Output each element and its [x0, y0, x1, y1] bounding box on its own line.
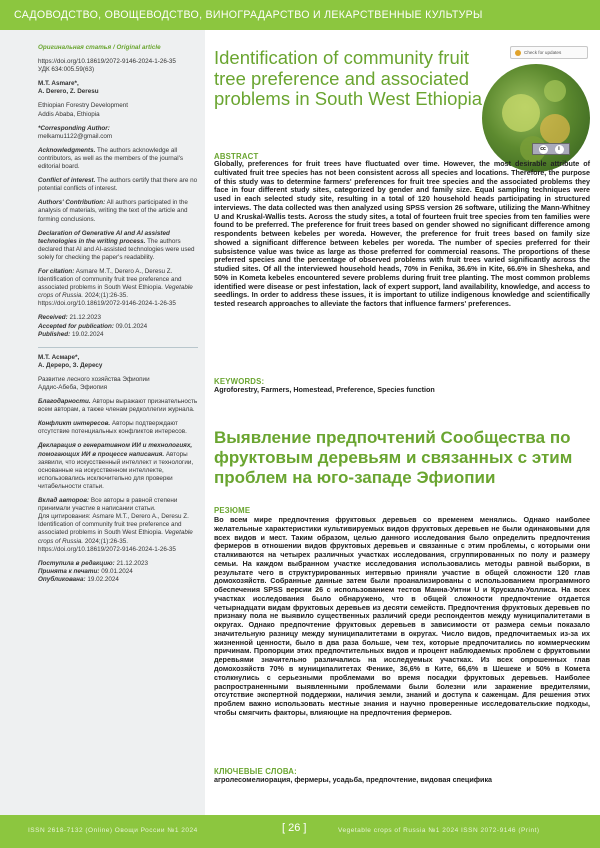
- received-ru: Поступила в редакцию: 21.12.2023: [38, 559, 148, 567]
- keywords-heading-en: KEYWORDS:: [214, 377, 265, 386]
- summary-text-ru: Во всем мире предпочтения фруктовых деревьев со временем менялись. Однако наиболее желательные характеристики культивируемых видов фруктовых деревьев не были одинаковыми для всех видов и мест. Таким образом, целью данного исследования было определить предпочтения фермеров в отношении видов фруктовых деревьев и связанные с этим проблемы, с которыми они сталкиваются на четырех различных участках исследования, сгруппированных по полу и размеру семьи. На каждом выбранном участке исследования использовались методы равной выборки, в результате чего в структурированных интервью приняли участие в общей сложности 120 глав домохозяйств. Собранные данные затем были проанализированы с использованием программного обеспечения SPSS версии 26 с использованием тестов Манна-Уитни U и Крускала-Уоллиса. На всех участках исследования было обнаружено, что в общей сложности предпочтение отдается четырнадцати видам фруктовых деревьев из десяти семейств. Предпочтения фруктовых деревьев по признаку пола не выявило существенных различий среди респондентов между муниципалитетами в округах. Однако предпочтение фруктовых деревьев в зависимости от размера семьи показало значительную разницу между муниципалитетами в округах. Число видов, предпочитаемых из-за их жизненной ценности, было в два раза больше, чем тех, которые предпочитались по коммерческим причинам. Пропорции этих предпочтительных видов и процент наблюдаемых проблем с фруктовыми деревьями значительно различались на исследуемых участках. Из всех опрошенных глав домохозяйств 70% в муниципалитетах Фенике, 36,6% в Ките, 66,6% в Шешеке и 50% в Комета столкнулись с серьезными проблемами во время посадки фруктовых деревьев. Наиболее распространенными выявленными проблемами были болезни или заражение вредителями, отсутствие экспертной поддержки, наличия земли, знаний и доступа к саженцам. Для решения этих проблем важно использовать местные знания и научно проверенные исследовательские подходы, чтобы смягчить факторы, влияющие на предпочтения фермеров.: [214, 515, 590, 717]
- ai-declaration-en: Declaration of Generative AI and AI assisted technologies in the writing process. The authors declared that AI and AI-assisted technologies were used solely for checking the paper's readability.: [38, 229, 195, 261]
- acknowledgments-en: Acknowledgments. The authors acknowledge all contributors, as well as the members of the journal's editorial board.: [38, 146, 184, 171]
- citation-en: For citation: Asmare M.T., Derero A., Deresu Z. Identification of community fruit tree preference and associated problems in South West Ethiopia. Vegetable crops of Russia. 2024;(1):26-35. https://doi.org/10.18619/2072-9146-2024-1-26-35: [38, 267, 193, 308]
- keywords-ru: агролесомелиорация, фермеры, усадьба, предпочтение, видовая специфика: [214, 775, 493, 784]
- sidebar-divider: [38, 347, 198, 348]
- affiliation-ru-line2: Аддис-Абеба, Эфиопия: [38, 384, 108, 391]
- published-ru: Опубликована: 19.02.2024: [38, 575, 119, 583]
- authors-ru-line1: М.Т. Асмаре*,: [38, 353, 80, 361]
- acknowledgments-ru: Благодарности. Авторы выражают признательность всем авторам, а также членам редколлегии журнала.: [38, 398, 198, 414]
- abstract-text: Globally, preferences for fruit trees have fluctuated over time. However, the most desirable attribute of cultivated fruit tree species has not been consistent across all species and locations. Therefore, the purpose of this study was to determine farmers' preferences for fruit tree species and the associated problems they face in four different study sites, categorized by gender and family size. Equal sampling techniques were used in each selected study site, resulting in a total of 120 household heads participating in structured interviews. The data collected was then analyzed using SPSS version 26 software, utilizing the Mann-Whitney U and Kruskal-Wallis tests. Across the study sites, a total of fourteen fruit tree species from ten families were found to be preferred. The preference for fruit trees based on gender showed no significant difference among respondents between kebeles per woreda. However, the preference for fruit trees based on family size showed a significant difference between kebeles per woreda. The number of species preferred for their subsistence value was twice as large as those preferred for commercial reasons. The proportions of these preferred species and the percentage of observed problems with fruit trees varied significantly across the studied sites. Of all the interviewed household heads, 70% in Fenika, 36.6% in Kite, 66.6% in Shesheka, and 50% in Kometa kebeles encountered severe problems during fruit tree planting. The most common problems identified were disease or pest infestation, lack of expert support, land availability, knowledge, and access to seedlings. In order to address these issues, it is important to utilize indigenous knowledge and scientifically tested research approaches to alleviate the factors that influence farmers' preferences.: [214, 159, 590, 308]
- fruit-tree-photo: [482, 64, 590, 172]
- published-en: Published: 19.02.2024: [38, 330, 104, 338]
- udk-code: УДК 634:005.59(63): [38, 66, 95, 74]
- article-title-en: Identification of community fruit tree preference and associated problems in South West Ethiopia: [214, 47, 483, 109]
- authors-en-line2: A. Derero, Z. Deresu: [38, 88, 99, 96]
- corresponding-label: *Corresponding Author:: [38, 124, 110, 132]
- summary-heading-ru: РЕЗЮМЕ: [214, 506, 251, 515]
- authors-ru-line2: А. Дереро, З. Дересу: [38, 361, 103, 369]
- affiliation-ru-line1: Развитие лесного хозяйства Эфиопии: [38, 375, 150, 383]
- received-en: Received: 21.12.2023: [38, 314, 102, 322]
- journal-section-banner: САДОВОДСТВО, ОВОЩЕВОДСТВО, ВИНОГРАДАРСТВО И ЛЕКАРСТВЕННЫЕ КУЛЬТУРЫ: [0, 0, 600, 30]
- conflict-en: Conflict of interest. The authors certify that there are no potential conflicts of interest.: [38, 177, 198, 193]
- doi-link[interactable]: https://doi.org/10.18619/2072-9146-2024-1-26-35: [38, 58, 176, 66]
- creative-commons-icon[interactable]: [532, 143, 570, 155]
- authors-en-line1: M.T. Asmare*,: [38, 80, 79, 88]
- abstract-heading: ABSTRACT: [214, 152, 259, 161]
- article-title-ru: Выявление предпочтений Сообщества по фруктовым деревьям и связанных с этим проблем на юго-западе Эфиопии: [214, 428, 573, 487]
- ai-declaration-ru: Декларация о генеративном ИИ и технологиях, помогающих ИИ в процессе написания. Авторы заявили, что искусственный интеллект и технологии, основанные на искусственном интеллекте, использовались исключительно для проверки читабельности статьи.: [38, 442, 194, 490]
- article-info-sidebar: [0, 30, 205, 815]
- affiliation-en-line1: Ethiopian Forestry Development: [38, 102, 128, 110]
- contribution-ru: Вклад авторов: Все авторы в равной степени принимали участие в написании статьи.: [38, 497, 178, 513]
- check-for-updates-button[interactable]: [510, 46, 588, 59]
- page-number: [ 26 ]: [282, 822, 307, 834]
- keywords-heading-ru: КЛЮЧЕВЫЕ СЛОВА:: [214, 767, 297, 776]
- cc-icon: cc: [540, 146, 546, 152]
- attribution-icon: i: [555, 145, 564, 154]
- citation-ru: Для цитирования: Asmare M.T., Derero A., Deresu Z. Identification of community fruit tree preference and associated problems in South West Ethiopia. Vegetable crops of Russia. 2024;(1):26-35. https://doi.org/10.18619/2072-9146-2024-1-26-35: [38, 513, 193, 553]
- article-type: Оригинальная статья / Original article: [38, 44, 161, 51]
- contribution-en: Authors' Contribution: All authors participated in the analysis of materials, writing the text of the article and forming conclusions.: [38, 199, 188, 223]
- footer-issn-print: Vegetable crops of Russia №1 2024 ISSN 2072-9146 (Print): [338, 827, 540, 834]
- affiliation-en-line2: Addis Ababa, Ethiopia: [38, 110, 100, 118]
- footer-issn-online: ISSN 2618-7132 (Online) Овощи России №1 2024: [28, 827, 198, 834]
- accepted-ru: Принята к печати: 09.01.2024: [38, 567, 133, 575]
- corresponding-email[interactable]: melkamu1122@gmail.com: [38, 132, 113, 140]
- check-updates-icon: [515, 50, 521, 56]
- conflict-ru: Конфликт интересов. Авторы подтверждают отсутствие потенциальных конфликтов интересов.: [38, 420, 187, 436]
- check-updates-label: Check for updates: [524, 50, 562, 55]
- keywords-en: Agroforestry, Farmers, Homestead, Preference, Species function: [214, 385, 435, 394]
- accepted-en: Accepted for publication: 09.01.2024: [38, 322, 148, 330]
